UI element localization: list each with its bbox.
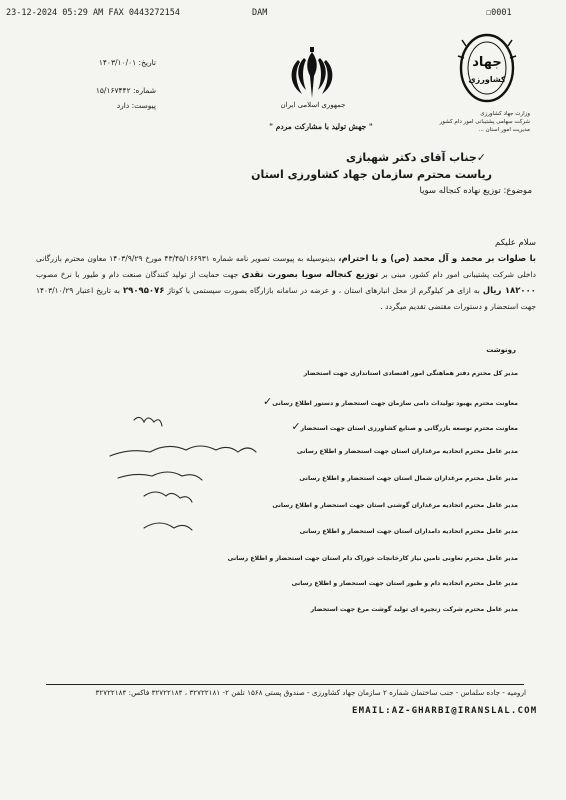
cc-item: مدیر عامل محترم اتحادیه مرغداران گوشتی استان جهت استحضار و اطلاع رسانی bbox=[272, 502, 518, 509]
letter-body: با صلوات بر محمد و آل محمد (ص) و با احترام، بدینوسیله به پیوست تصویر نامه شماره ۴۳/۴۵/۱۶۶۹۳۱ مورخ ۱۴۰۳/۹/۲۹ معاون محترم بازرگانی داخلی شرکت پشتیبانی امور دام کشور، مبنی بر توزیع کنجاله سویا بصورت نقدی جهت حمایت از تولید کنندگان صنعت دام و طیور با نرخ مصوب ۱۸۲۰۰۰ ریال به ازای هر کیلوگرم از محل انبارهای استان ، و عرضه در سامانه بازارگاه بصورت سیستمی با کوتاژ ۲۹۰۹۵۰۷۶ به تاریخ اعتبار ۱۴۰۳/۱۰/۲۹ جهت استحضار و دستورات مقتضی تقدیم میگردد . bbox=[36, 254, 536, 311]
fax-header-text: 23-12-2024 05:29 AM FAX 0443272154 bbox=[6, 8, 180, 18]
jahad-keshavarzi-logo-icon bbox=[452, 28, 522, 108]
cc-item: معاونت محترم بهبود تولیدات دامی سازمان جهت استحضار و دستور اطلاع رسانی✓ bbox=[263, 395, 518, 408]
body-price: ۱۸۲۰۰۰ ریال bbox=[482, 286, 536, 296]
recipient-name: ✓جناب آقای دکتر شهبازی bbox=[346, 151, 486, 164]
emblem-caption: جمهوری اسلامی ایران bbox=[280, 101, 346, 109]
cc-item: مدیر عامل محترم اتحادیه مرغداران استان جهت استحضار و اطلاع رسانی bbox=[296, 448, 518, 455]
fax-page-number: ☐0001 bbox=[486, 8, 512, 18]
svg-text:کشاورزی: کشاورزی bbox=[468, 75, 506, 84]
letter-subject: موضوع: توزیع نهاده کنجاله سویا bbox=[419, 186, 532, 196]
body-opening: با صلوات بر محمد و آل محمد (ص) و با احترام، bbox=[338, 254, 536, 264]
cc-item: مدیر عامل محترم اتحادیه دام و طیور استان جهت استحضار و اطلاع رسانی bbox=[291, 580, 518, 587]
logo-company-line: شرکت سهامی پشتیبانی امور دام کشور bbox=[439, 119, 530, 125]
logo-province-line: مدیریت امور استان ... bbox=[478, 127, 530, 133]
svg-text:جهاد: جهاد bbox=[472, 55, 502, 70]
footer-email: EMAIL:AZ-GHARBI@IRANSLAL.COM bbox=[352, 706, 538, 716]
cc-item: مدیر عامل محترم شرکت زنجیره ای تولید گوشت مرغ جهت استحضار bbox=[310, 606, 518, 613]
handwritten-annotation bbox=[104, 408, 304, 558]
cc-item: مدیر کل محترم دفتر هماهنگی امور اقتصادی استانداری جهت استحضار bbox=[303, 370, 518, 377]
fax-page-box-icon: ☐ bbox=[486, 8, 492, 18]
letter-number: شماره: ۱۵/۱۶۷۴۴۲ bbox=[95, 86, 156, 95]
letter-date: تاریخ: ۱۴۰۳/۱۰/۰۱ bbox=[98, 58, 156, 67]
cc-item: مدیر عامل محترم تعاونی تامین نیاز کارخانجات خوراک دام استان جهت استحضار و اطلاع رسانی bbox=[227, 555, 518, 562]
fax-header-id: DAM bbox=[252, 8, 268, 18]
footer-divider bbox=[46, 684, 524, 685]
checkmark-icon: ✓ bbox=[476, 151, 486, 164]
cc-item: مدیر عامل محترم اتحادیه دامداران استان جهت استحضار و اطلاع رسانی bbox=[299, 528, 518, 535]
cc-label: رونوشت bbox=[486, 346, 516, 354]
cc-item: مدیر عامل محترم مرغداران شمال استان جهت استحضار و اطلاع رسانی bbox=[299, 475, 518, 482]
checkmark-icon: ✓ bbox=[263, 395, 273, 408]
body-highlight: توزیع کنجاله سویا بصورت نقدی bbox=[241, 270, 379, 280]
logo-ministry-line: وزارت جهاد کشاورزی bbox=[480, 111, 530, 117]
cc-item: معاونت محترم توسعه بازرگانی و صنایع کشاورزی استان جهت استحضار✓ bbox=[291, 420, 518, 433]
body-code: ۲۹۰۹۵۰۷۶ bbox=[122, 286, 165, 296]
letter-attachment: پیوست: دارد bbox=[116, 101, 156, 110]
slogan: " جهش تولید با مشارکت مردم " bbox=[269, 122, 373, 131]
footer-address: ارومیه - جاده سلماس - جنب ساختمان شماره ۲ سازمان جهاد کشاورزی - صندوق پستی ۱۵۶۸ تلفن ۲- ۳۲۷۲۲۱۸۱ ، ۳۲۷۲۲۱۸۴ فاکس: ۳۲۷۲۲۱۸۴ bbox=[95, 688, 526, 697]
checkmark-icon: ✓ bbox=[291, 420, 301, 433]
recipient-title: ریاست محترم سازمان جهاد کشاورزی استان bbox=[251, 168, 492, 181]
iran-emblem-icon bbox=[282, 46, 342, 106]
greeting: سلام علیکم bbox=[495, 238, 536, 248]
